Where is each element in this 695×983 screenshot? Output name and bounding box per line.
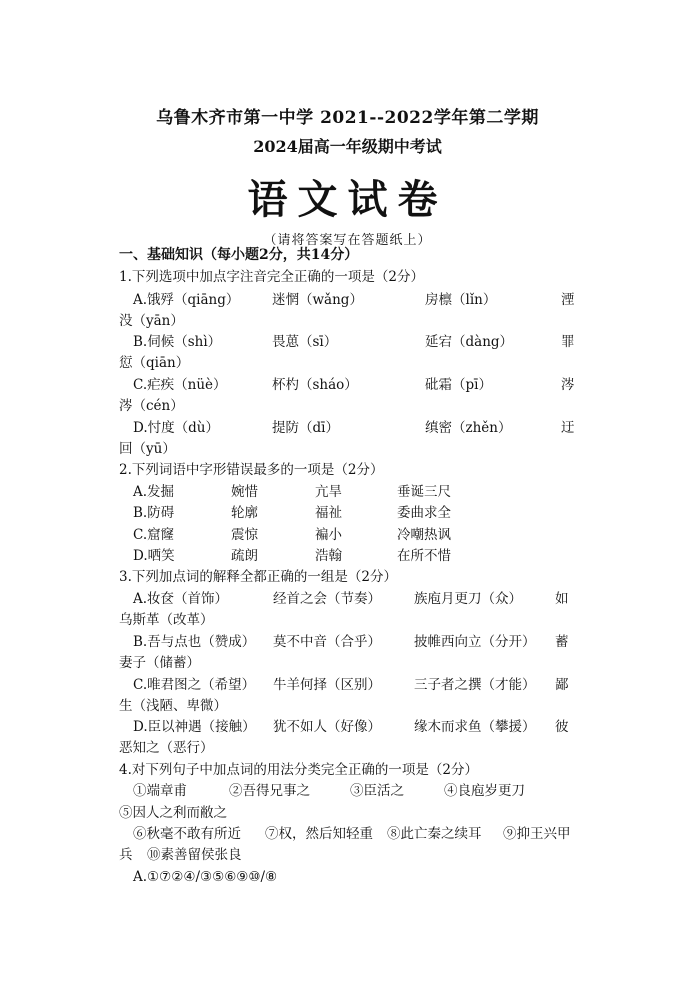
q1-d-2: 提防（dī） xyxy=(272,420,339,436)
q3-option-c xyxy=(0,675,695,696)
q3-a-3: 族庖月更刀（众） xyxy=(414,591,522,607)
q3-c-3: 三子者之撰（才能） xyxy=(414,677,536,693)
q3-b-5: 妻子（储蓄） xyxy=(119,655,200,671)
q1-b-1: B.伺候（shì） xyxy=(133,334,222,350)
q1-d-3: 缜密（zhěn） xyxy=(425,420,512,436)
q2-d-1: D.哂笑 xyxy=(133,548,175,564)
q1-a-5: 没（yān） xyxy=(119,313,184,329)
q3-option-c-wrap xyxy=(0,696,695,717)
q1-b-4: 罪 xyxy=(561,334,575,350)
q4-stem-text: 4.对下列句子中加点词的用法分类完全正确的一项是（2分） xyxy=(119,762,478,778)
q3-d-2: 犹不如人（好像） xyxy=(273,719,381,735)
q4-s3: ③臣活之 xyxy=(350,783,404,799)
q1-a-4: 湮 xyxy=(561,292,575,308)
q4-s6: ⑥秋毫不敢有所近 xyxy=(133,826,241,842)
q2-d-4: 在所不惜 xyxy=(397,548,451,564)
answer-instruction: （请将答案写在答题纸上） xyxy=(263,233,432,248)
q3-a-1: A.妆奁（首饰） xyxy=(133,591,229,607)
q1-a-1: A.饿殍（qiāng） xyxy=(133,292,240,308)
q2-d-3: 浩翰 xyxy=(315,548,342,564)
q2-stem-text: 2.下列词语中字形错误最多的一项是（2分） xyxy=(119,462,384,478)
q2-stem xyxy=(0,460,695,481)
q3-option-b xyxy=(0,632,695,653)
q2-a-1: A.发掘 xyxy=(133,484,175,500)
q1-c-5: 涔（cén） xyxy=(119,398,184,414)
section-heading xyxy=(0,245,695,266)
q1-stem-text: 1.下列选项中加点字注音完全正确的一项是（2分） xyxy=(119,269,424,285)
q1-d-1: D.忖度（dù） xyxy=(133,420,219,436)
q1-a-3: 房檩（lǐn） xyxy=(425,292,497,308)
q4-s4: ④良庖岁更刀 xyxy=(444,783,525,799)
q1-option-d xyxy=(0,418,695,439)
q3-c-1: C.唯君图之（希望） xyxy=(133,677,256,693)
q1-b-3: 延宕（dàng） xyxy=(425,334,514,350)
q4-sentences-row2 xyxy=(0,803,695,824)
q4-sentences-row1 xyxy=(0,781,695,802)
paper-title: 语文试卷 xyxy=(247,176,448,223)
q4-s1: ①端章甫 xyxy=(133,783,187,799)
q4-option-a xyxy=(0,867,695,888)
q3-c-5: 生（浅陋、卑微） xyxy=(119,698,227,714)
school-line: 乌鲁木齐市第一中学 2021--2022学年第二学期 xyxy=(156,108,539,128)
q2-a-4: 垂诞三尺 xyxy=(397,484,451,500)
q1-option-b xyxy=(0,332,695,353)
q2-c-2: 震惊 xyxy=(231,527,258,543)
q2-a-3: 亢旱 xyxy=(315,484,342,500)
q2-option-b xyxy=(0,503,695,524)
q3-option-d-wrap xyxy=(0,738,695,759)
q3-b-3: 披帷西向立（分开） xyxy=(414,634,536,650)
q1-d-5: 回（yū） xyxy=(119,441,176,457)
q3-option-d xyxy=(0,717,695,738)
q3-stem xyxy=(0,567,695,588)
q2-b-4: 委曲求全 xyxy=(397,505,451,521)
q1-option-c xyxy=(0,375,695,396)
q2-c-1: C.窟窿 xyxy=(133,527,175,543)
q2-d-2: 疏朗 xyxy=(231,548,258,564)
q4-s2: ②吾得兄事之 xyxy=(229,783,310,799)
exam-line: 2024届高一年级期中考试 xyxy=(253,137,442,156)
q3-b-2: 莫不中音（合乎） xyxy=(273,634,381,650)
q1-c-2: 杯杓（sháo） xyxy=(272,377,358,393)
q3-c-4: 鄙 xyxy=(555,677,569,693)
q3-a-2: 经首之会（节奏） xyxy=(273,591,381,607)
q2-b-3: 福祉 xyxy=(315,505,342,521)
q3-d-3: 缘木而求鱼（攀援） xyxy=(414,719,536,735)
q3-c-2: 牛羊何择（区别） xyxy=(273,677,381,693)
q2-option-a xyxy=(0,482,695,503)
q1-option-c-wrap xyxy=(0,396,695,417)
q4-s8: ⑧此亡秦之续耳 xyxy=(387,826,482,842)
q3-b-1: B.吾与点也（赞成） xyxy=(133,634,256,650)
q3-option-a xyxy=(0,589,695,610)
q4-s9-wrap: 兵 xyxy=(119,847,133,863)
q2-c-3: 褊小 xyxy=(315,527,342,543)
q1-a-2: 迷惘（wǎng） xyxy=(272,292,363,308)
q1-c-3: 砒霜（pī） xyxy=(425,377,492,393)
q1-d-4: 迂 xyxy=(561,420,575,436)
q2-b-2: 轮廓 xyxy=(231,505,258,521)
q1-option-d-wrap xyxy=(0,439,695,460)
q3-option-a-wrap xyxy=(0,610,695,631)
q1-c-1: C.疟疾（nüè） xyxy=(133,377,227,393)
q1-b-2: 畏葸（sī） xyxy=(272,334,338,350)
q4-s7: ⑦权，然后知轻重 xyxy=(265,826,373,842)
q4-s5: ⑤因人之利而敝之 xyxy=(119,805,227,821)
section-heading-text: 一、基础知识（每小题2分，共14分） xyxy=(119,247,359,263)
q3-d-1: D.臣以神遇（接触） xyxy=(133,719,256,735)
q3-d-5: 恶知之（恶行） xyxy=(119,740,214,756)
q1-option-b-wrap xyxy=(0,353,695,374)
q1-option-a-wrap xyxy=(0,311,695,332)
q4-s10: ⑩素善留侯张良 xyxy=(147,847,242,863)
q2-option-d xyxy=(0,546,695,567)
q4-stem xyxy=(0,760,695,781)
q4-sentences-row4 xyxy=(0,845,695,866)
q2-a-2: 婉惜 xyxy=(231,484,258,500)
q2-option-c xyxy=(0,525,695,546)
q1-stem xyxy=(0,267,695,288)
q3-d-4: 彼 xyxy=(555,719,569,735)
q4-option-a-text: A.①⑦②④/③⑤⑥⑨⑩/⑧ xyxy=(133,869,278,885)
q3-a-5: 乌斯革（改革） xyxy=(119,612,214,628)
q2-b-1: B.防碍 xyxy=(133,505,175,521)
q2-c-4: 冷嘲热讽 xyxy=(397,527,451,543)
q1-b-5: 愆（qiān） xyxy=(119,355,190,371)
q1-c-4: 涔 xyxy=(561,377,575,393)
q1-option-a xyxy=(0,290,695,311)
q3-option-b-wrap xyxy=(0,653,695,674)
q3-stem-text: 3.下列加点词的解释全都正确的一组是（2分） xyxy=(119,569,397,585)
q3-b-4: 蓄 xyxy=(555,634,569,650)
q4-sentences-row3 xyxy=(0,824,695,845)
q4-s9: ⑨抑王兴甲 xyxy=(503,826,571,842)
q3-a-4: 如 xyxy=(555,591,569,607)
